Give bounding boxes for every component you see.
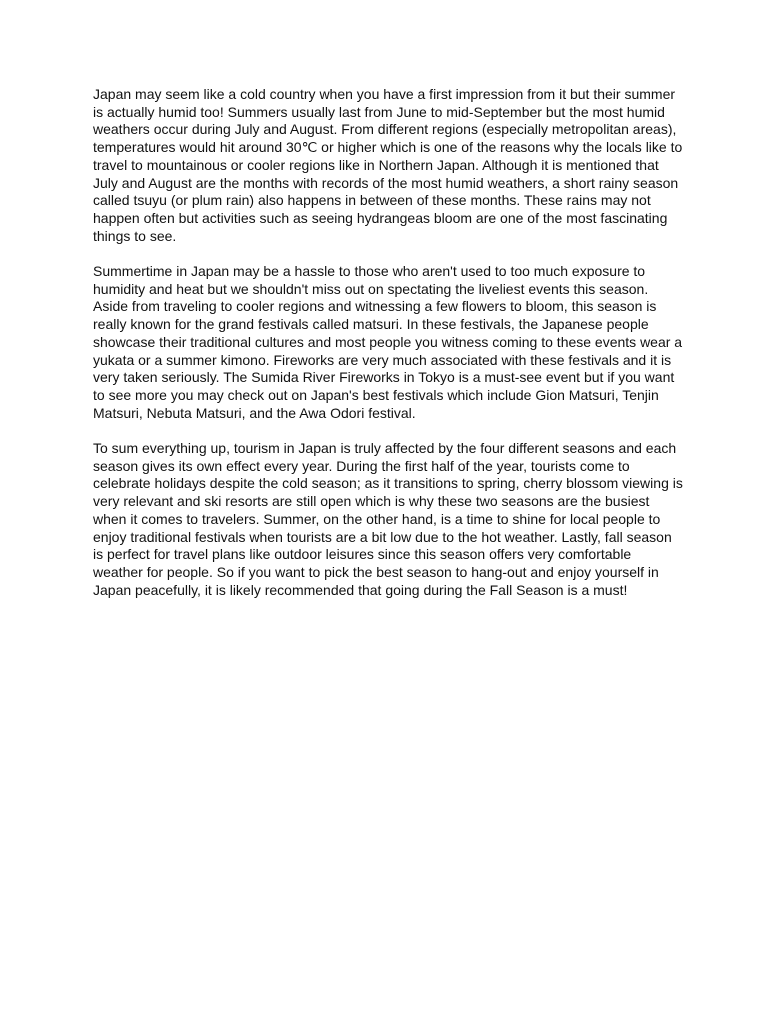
- document-body: [93, 86, 683, 599]
- paragraph-summer-festivals: Summertime in Japan may be a hassle to those who aren't used to too much exposure to humidity and heat but we shouldn't miss out on spectating the liveliest events this season. Aside from traveling to cooler regions and witnessing a few flowers to bloom, this season is really known for the grand festivals called matsuri. In these festivals, the Japanese people showcase their traditional cultures and most people you witness coming to these events wear a yukata or a summer kimono. Fireworks are very much associated with these festivals and it is very taken seriously. The Sumida River Fireworks in Tokyo is a must-see event but if you want to see more you may check out on Japan's best festivals which include Gion Matsuri, Tenjin Matsuri, Nebuta Matsuri, and the Awa Odori festival.: [93, 263, 683, 421]
- paragraph-summer-climate: Japan may seem like a cold country when you have a first impression from it but their summer is actually humid too! Summers usually last from June to mid-September but the most humid weathers occur during July and August. From different regions (especially metropolitan areas), temperatures would hit around 30℃ or higher which is one of the reasons why the locals like to travel to mountainous or cooler regions like in Northern Japan. Although it is mentioned that July and August are the months with records of the most humid weathers, a short rainy season called tsuyu (or plum rain) also happens in between of these months. These rains may not happen often but activities such as seeing hydrangeas bloom are one of the most fascinating things to see.: [93, 86, 683, 244]
- paragraph-conclusion: To sum everything up, tourism in Japan is truly affected by the four different seasons and each season gives its own effect every year. During the first half of the year, tourists come to celebrate holidays despite the cold season; as it transitions to spring, cherry blossom viewing is very relevant and ski resorts are still open which is why these two seasons are the busiest when it comes to travelers. Summer, on the other hand, is a time to shine for local people to enjoy traditional festivals when tourists are a bit low due to the hot weather. Lastly, fall season is perfect for travel plans like outdoor leisures since this season offers very comfortable weather for people. So if you want to pick the best season to hang-out and enjoy yourself in Japan peacefully, it is likely recommended that going during the Fall Season is a must!: [93, 440, 683, 598]
